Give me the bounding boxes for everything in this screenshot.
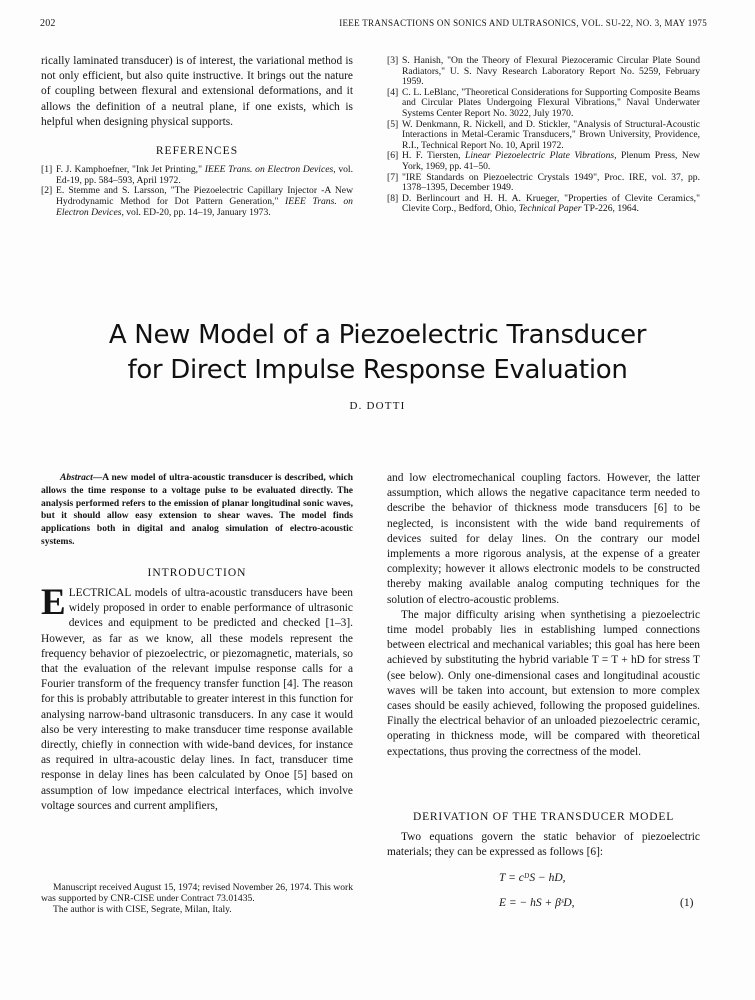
author-affiliation: The author is with CISE, Segrate, Milan, Italy. — [53, 903, 232, 915]
paragraph: Two equations govern the static behavior of piezoelectric materials; they can be expressed as follows [6]: — [387, 831, 700, 859]
equation-line-2: E = − hS + βˢD, — [499, 897, 575, 909]
reference-item: [6] H. F. Tiersten, Linear Piezoelectric Plate Vibrations, Plenum Press, New York, 1969, pp. 41–50. — [387, 150, 701, 172]
abstract-body: —A new model of ultra-acoustic transducer is described, which allows the time response to a voltage pulse to be evaluated directly. The analysis performed refers to the emission of planar longitudinal sonic waves, but it should allow easy extension to shear waves. The model finds applications both in digital and analog simulation of electro-acoustic systems. — [41, 473, 353, 547]
closing-paragraph: rically laminated transducer) is of interest, the variational method is not only efficient, but also quite instructive. It brings out the nature of coupling between flexural and extensional deformations, and it allows the definition of a neutral plane, if one exists, which is helpful when designing physical supports. — [41, 55, 353, 128]
article-title — [0, 318, 755, 388]
reference-item: [7] "IRE Standards on Piezoelectric Crystals 1949", Proc. IRE, vol. 37, pp. 1378–1395, December 1949. — [387, 171, 700, 194]
reference-item: [2] E. Stemme and S. Larsson, "The Piezoelectric Capillary Injector -A New Hydrodynamic Method for Dot Pattern Generation," IEEE Trans. on Electron Devices, vol. ED-20, pp. 14–19, January 1973. — [41, 185, 353, 218]
paragraph: The major difficulty arising when synthetising a piezoelectric time model probably lies in establishing lumped connections between electrical and mechanical variables; this goal has here been achieved by substituting the hybrid variable T = T + hD for stress T (see below). Only one-dimensional cases and longitudinal acoustic waves will be taken into account, but extension to more complex cases should be easily achieved, following the proposed guidelines. Finally the electrical behavior of an unloaded piezoelectric ceramic, operating in thickness mode, will be compared with theoretical expectations, thus proving the correctness of the model. — [387, 608, 700, 758]
references-list-right — [387, 56, 700, 215]
drop-cap: E — [41, 582, 66, 623]
paragraph: and low electromechanical coupling factors. However, the latter assumption, which allows the negative capacitance term needed to describe the behavior of thickness mode transducers [6] to be neglected, is inconsistent with the wide band requirements of devices suited for delay lines. On the contrary our model implements a more rigorous analysis, at the expense of a greater complexity; however it allows electronic models to be constructed thereby making available analog computing techniques for the solution of electro-acoustic problems. — [387, 472, 700, 606]
reference-item: [3] S. Hanish, "On the Theory of Flexural Piezoceramic Circular Plate Sound Radiators," U. S. Navy Research Laboratory Report No. 5259, February 1959. — [387, 55, 700, 88]
abstract-label: Abstract — [60, 473, 93, 483]
derivation-body — [387, 830, 700, 860]
reference-item: [8] D. Berlincourt and H. H. A. Krueger, "Properties of Clevite Ceramics," Clevite Corp., Bedford, Ohio, Technical Paper TP-226, 1964. — [387, 192, 700, 215]
introduction-text: LECTRICAL models of ultra-acoustic transducers have been widely proposed in order to enable performance of ultrasonic devices and equipment to be predicted and checked [1–3]. However, as far as we know, all these models represent the frequency behavior of piezoelectric, or piezomagnetic, materials, so that the evaluation of the relevant impulse response calls for a Fourier transform of the frequency transfer function [4]. The reason for this is probably attributable to greater interest in this function for analysing narrow-band ultrasonic transducers. In any case it would also be very interesting to make transducer time response available directly, chiefly in connection with wide-band devices, for instance as required in ultra-acoustic delay lines. In fact, transducer time response in delay lines has been calculated by Onoe [5] based on assumption of low impedance electrical interfaces, which involve voltage sources and current amplifiers, — [41, 587, 353, 812]
equation-line-1: T = cᴰS − hD, — [499, 872, 566, 884]
title-line-1: A New Model of a Piezoelectric Transducer — [108, 320, 647, 350]
reference-item: [4] C. L. LeBlanc, "Theoretical Considerations for Supporting Composite Beams and Circular Plates Undergoing Flexural Vibrations," Naval Underwater Systems Center Report No. 3022, July 1970. — [387, 86, 700, 119]
references-list-left — [41, 165, 353, 218]
page-number: 202 — [40, 18, 56, 29]
reference-item: [1] F. J. Kamphoefner, "Ink Jet Printing," IEEE Trans. on Electron Devices, vol. Ed-19, pp. 584–593, April 1972. — [41, 164, 353, 186]
references-title: REFERENCES — [155, 145, 239, 158]
derivation-heading: DERIVATION OF THE TRANSDUCER MODEL — [412, 811, 675, 823]
author: D. DOTTI — [349, 400, 406, 412]
equation-number: (1) — [680, 897, 694, 909]
right-column-body — [387, 471, 700, 760]
abstract — [41, 472, 353, 549]
title-line-2: for Direct Impulse Response Evaluation — [127, 355, 628, 385]
footnote — [41, 883, 353, 915]
previous-article-left — [41, 54, 353, 218]
introduction-heading: INTRODUCTION — [147, 567, 247, 579]
journal-header: IEEE TRANSACTIONS ON SONICS AND ULTRASONICS, VOL. SU-22, NO. 3, MAY 1975 — [339, 18, 707, 28]
manuscript-note: Manuscript received August 15, 1974; revised November 26, 1974. This work was supported by CNR-CISE under Contract 73.01435. — [41, 882, 353, 904]
reference-item: [5] W. Denkmann, R. Nickell, and D. Stickler, "Analysis of Structural-Acoustic Interactions in Metal-Ceramic Transducers," Brown University, Providence, R.I., Technical Report No. 10, April 1972. — [387, 118, 700, 151]
introduction-body — [41, 582, 353, 814]
